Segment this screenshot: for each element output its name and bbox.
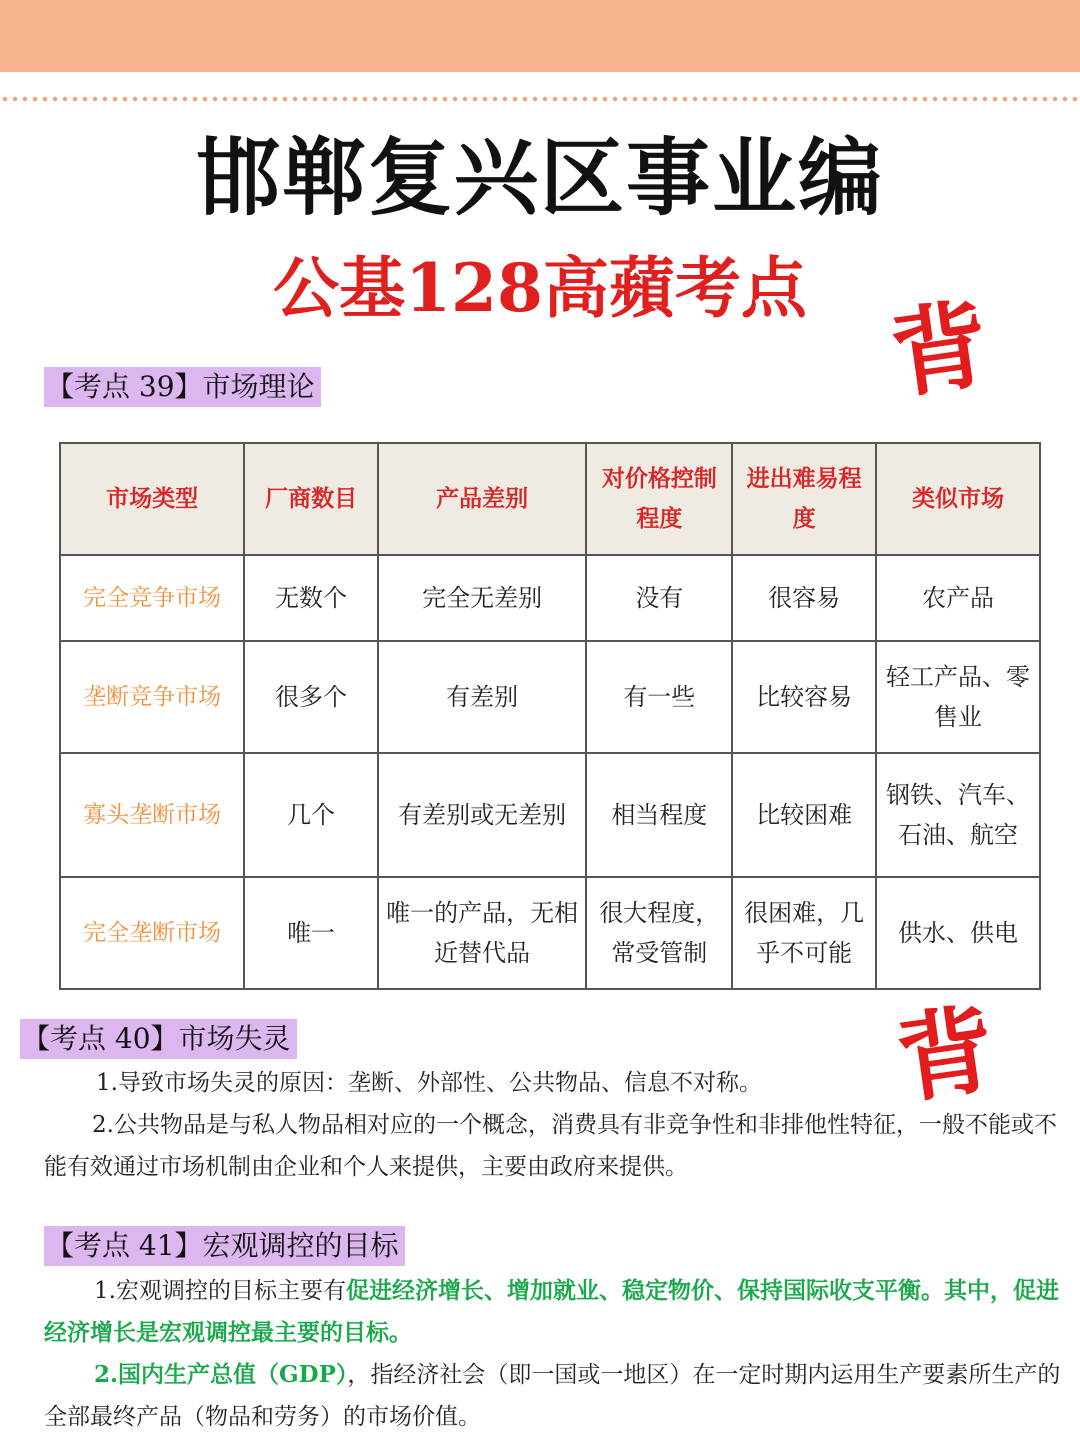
table-cell: 有一些 — [586, 641, 732, 753]
table-cell: 相当程度 — [586, 753, 732, 877]
macro-goals-highlight: 促进经济增长、增加就业、稳定物价、保持国际收支平衡。其中，促进经济增长是宏观调控最主要的目标。 — [44, 1277, 1059, 1346]
table-header-cell: 进出难易程度 — [732, 443, 876, 555]
gdp-term-highlight: 2.国内生产总值（GDP） — [94, 1361, 348, 1388]
table-header-cell: 厂商数目 — [244, 443, 378, 555]
section-heading-40: 【考点 40】市场失灵 — [20, 1019, 297, 1059]
memorize-stamp-icon: 背 — [890, 991, 1002, 1118]
market-theory-table — [59, 442, 1041, 990]
table-row-label: 完全竞争市场 — [60, 555, 244, 641]
table-cell: 比较容易 — [732, 641, 876, 753]
table-header-cell: 对价格控制程度 — [586, 443, 732, 555]
table-cell: 轻工产品、零售业 — [876, 641, 1040, 753]
table-cell: 无数个 — [244, 555, 378, 641]
table-cell: 唯一的产品，无相近替代品 — [378, 877, 587, 989]
page-subtitle: 公基128高蘋考点 — [273, 249, 807, 327]
paragraph-public-goods: 2.公共物品是与私人物品相对应的一个概念，消费具有非竞争性和非排他性特征，一般不能或不能有效通过市场机制由企业和个人来提供，主要由政府来提供。 — [44, 1112, 1057, 1180]
memorize-stamp-icon: 背 — [884, 286, 996, 413]
table-row-label: 垄断竞争市场 — [60, 641, 244, 753]
table-cell: 农产品 — [876, 555, 1040, 641]
table-header-cell: 类似市场 — [876, 443, 1040, 555]
section-heading-39: 【考点 39】市场理论 — [44, 367, 321, 407]
table-header-cell: 产品差别 — [378, 443, 587, 555]
table-cell: 有差别或无差别 — [378, 753, 587, 877]
macro-goals-intro: 1.宏观调控的目标主要有 — [94, 1278, 346, 1304]
table-row-label: 寡头垄断市场 — [60, 753, 244, 877]
table-header-cell: 市场类型 — [60, 443, 244, 555]
table-header-row — [60, 443, 1040, 555]
table-cell: 很困难，几乎不可能 — [732, 877, 876, 989]
table-cell: 钢铁、汽车、石油、航空 — [876, 753, 1040, 877]
table-cell: 供水、供电 — [876, 877, 1040, 989]
table-row — [60, 753, 1040, 877]
table-cell: 很容易 — [732, 555, 876, 641]
table-row — [60, 877, 1040, 989]
table-cell: 比较困难 — [732, 753, 876, 877]
table-row — [60, 641, 1040, 753]
table-cell: 没有 — [586, 555, 732, 641]
page-title: 邯郸复兴区事业编 — [195, 129, 884, 227]
table-cell: 几个 — [244, 753, 378, 877]
top-color-band — [0, 0, 1080, 72]
table-cell: 很多个 — [244, 641, 378, 753]
table-cell: 有差别 — [378, 641, 587, 753]
table-cell: 唯一 — [244, 877, 378, 989]
table-cell: 完全无差别 — [378, 555, 587, 641]
dotted-divider — [0, 96, 1080, 102]
paragraph-gdp — [44, 1354, 1062, 1438]
section-heading-41: 【考点 41】宏观调控的目标 — [44, 1226, 405, 1266]
table-cell: 很大程度，常受管制 — [586, 877, 732, 989]
gdp-definition: ，指经济社会（即一国或一地区）在一定时期内运用生产要素所生产的全部最终产品（物品和劳务）的市场价值。 — [44, 1362, 1061, 1430]
paragraph-macro-goals — [44, 1270, 1062, 1354]
paragraph-market-failure-causes: 1.导致市场失灵的原因：垄断、外部性、公共物品、信息不对称。 — [96, 1070, 762, 1096]
table-row-label: 完全垄断市场 — [60, 877, 244, 989]
table-row — [60, 555, 1040, 641]
